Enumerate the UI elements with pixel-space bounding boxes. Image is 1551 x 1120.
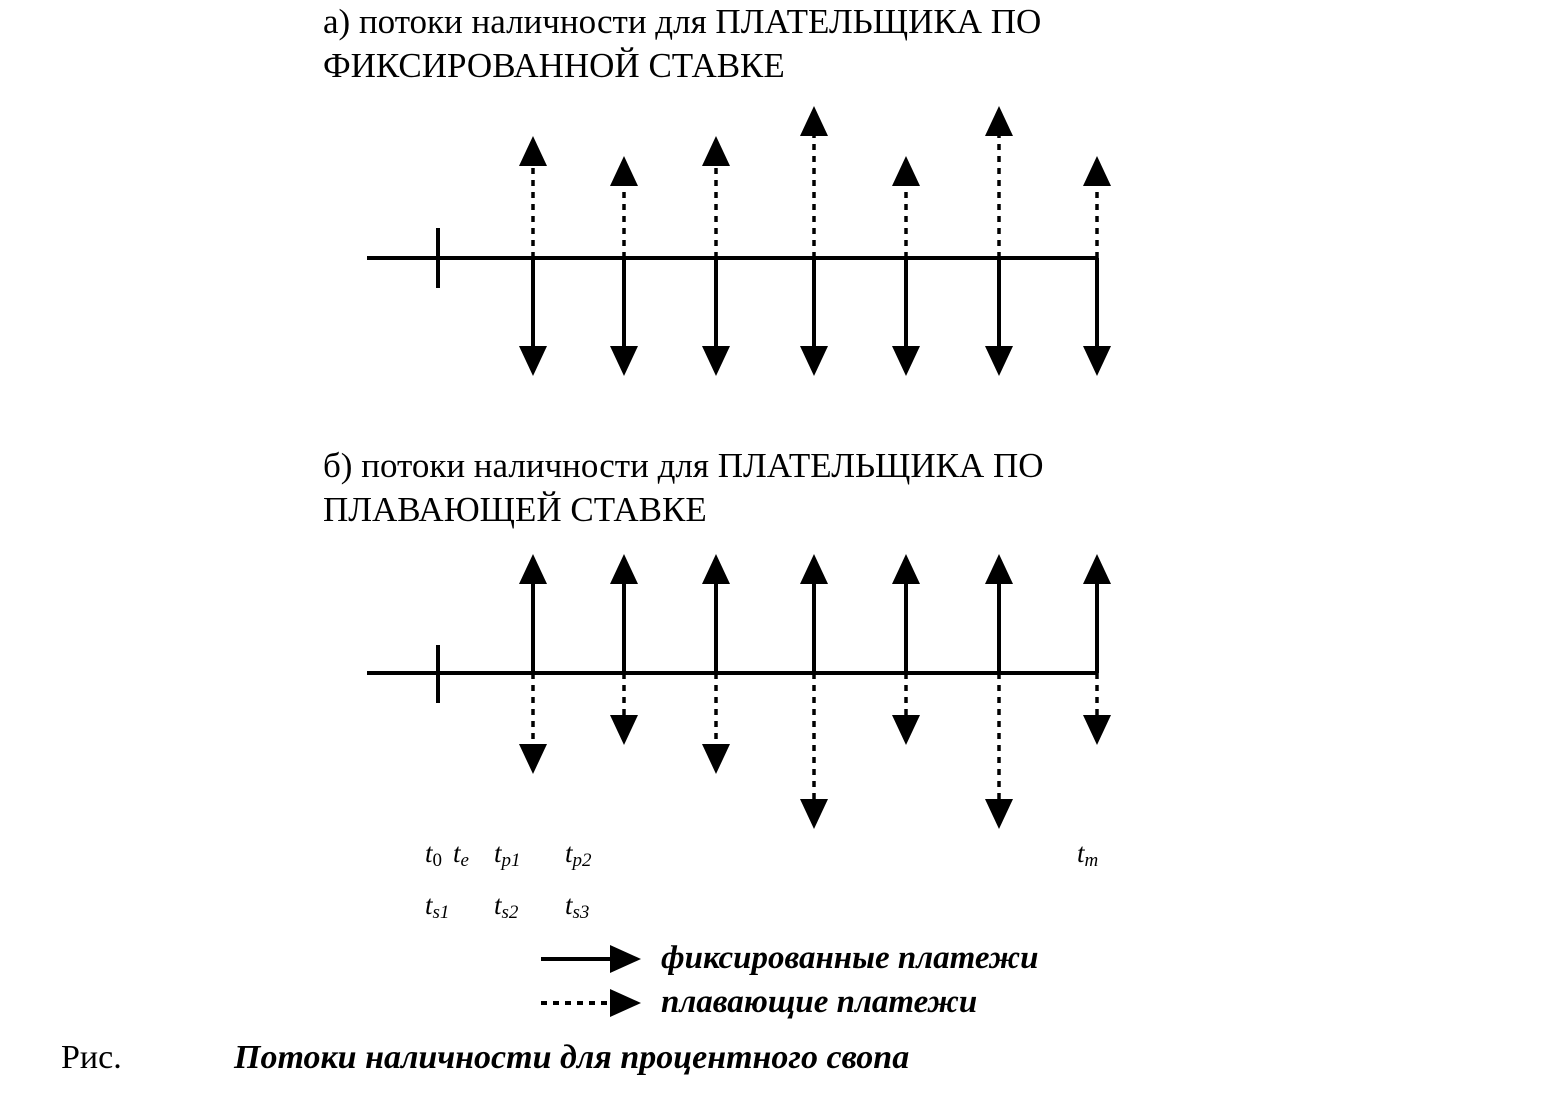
label-t0: $t_0$: [425, 838, 443, 871]
panel-b-floating-arrow-7-head: [1083, 715, 1111, 745]
panel-a-fixed-arrow-2-head: [610, 346, 638, 376]
panel-b-floating-arrow-3-head: [702, 744, 730, 774]
legend-fixed-label: фиксированные платежи: [661, 940, 1039, 976]
panel-a-fixed-arrow-1-head: [519, 346, 547, 376]
panel-a-floating-arrow-5-head: [892, 156, 920, 186]
label-ts2: $t_{s2}$: [494, 890, 519, 923]
panel-b-title-line2: ПЛАВАЮЩЕЙ СТАВКЕ: [323, 490, 707, 529]
panel-b-fixed-arrow-2-head: [610, 554, 638, 584]
panel-a-fixed-arrow-5-head: [892, 346, 920, 376]
panel-b-floating-arrow-6-head: [985, 799, 1013, 829]
figure-caption: Потоки наличности для процентного свопа: [234, 1039, 910, 1076]
label-tp2: $t_{p2}$: [565, 838, 592, 871]
panel-a-fixed-arrow-6-head: [985, 346, 1013, 376]
panel-a-title-line2: ФИКСИРОВАННОЙ СТАВКЕ: [323, 46, 785, 85]
panel-b-timeline: [367, 554, 1111, 829]
panel-a-floating-arrow-3-head: [702, 136, 730, 166]
label-tm: $t_m$: [1077, 838, 1099, 871]
panel-b-fixed-arrow-6-head: [985, 554, 1013, 584]
panel-a-floating-arrow-4-head: [800, 106, 828, 136]
panel-b-fixed-arrow-1-head: [519, 554, 547, 584]
legend-arrows: [541, 945, 641, 1017]
panel-b-fixed-arrow-4-head: [800, 554, 828, 584]
panel-a-fixed-arrow-4-head: [800, 346, 828, 376]
legend-floating-arrow-head: [610, 989, 641, 1017]
panel-a-timeline: [367, 106, 1111, 376]
panel-b-fixed-arrow-5-head: [892, 554, 920, 584]
panel-a-fixed-arrow-3-head: [702, 346, 730, 376]
panel-b-floating-arrow-5-head: [892, 715, 920, 745]
panel-b-floating-arrow-2-head: [610, 715, 638, 745]
label-tp1: $t_{p1}$: [494, 838, 521, 871]
panel-a-floating-arrow-2-head: [610, 156, 638, 186]
panel-b-title-line1: б) потоки наличности для ПЛАТЕЛЬЩИКА ПО: [323, 446, 1044, 485]
panel-a-fixed-arrow-7-head: [1083, 346, 1111, 376]
panel-a-floating-arrow-1-head: [519, 136, 547, 166]
panel-b-floating-arrow-4-head: [800, 799, 828, 829]
legend-fixed-arrow-head: [610, 945, 641, 973]
label-ts3: $t_{s3}$: [565, 890, 590, 923]
panel-b-floating-arrow-1-head: [519, 744, 547, 774]
panel-a-title-line1: а) потоки наличности для ПЛАТЕЛЬЩИКА ПО: [323, 2, 1042, 41]
legend-floating-label: плавающие платежи: [661, 984, 978, 1020]
panel-a-floating-arrow-6-head: [985, 106, 1013, 136]
label-ts1: $t_{s1}$: [425, 890, 450, 923]
panel-b-fixed-arrow-7-head: [1083, 554, 1111, 584]
figure-caption-prefix: Рис.: [61, 1039, 122, 1076]
panel-a-floating-arrow-7-head: [1083, 156, 1111, 186]
label-te: $t_e$: [453, 838, 469, 871]
panel-b-fixed-arrow-3-head: [702, 554, 730, 584]
